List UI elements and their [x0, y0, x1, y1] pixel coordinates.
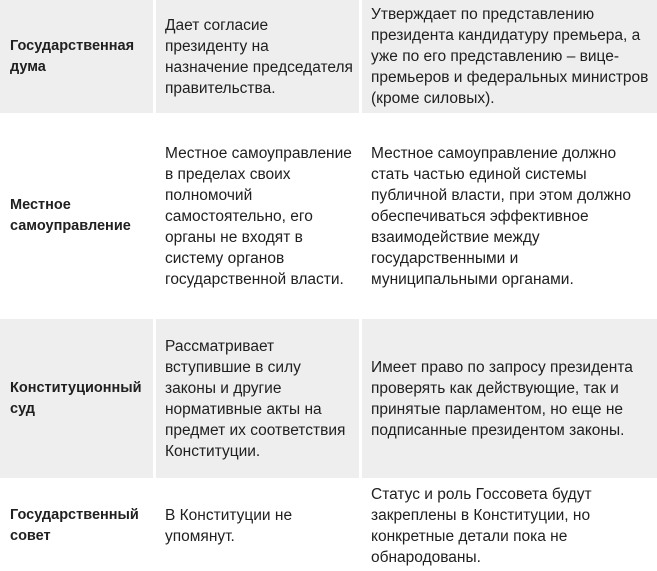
current-competence-cell	[156, 0, 362, 116]
current-competence-text: Рассматривает вступившие в силу законы и другие нормативные акты на предмет их соответствия Конституции.	[165, 337, 346, 460]
row-header-label: Конституционный суд	[10, 379, 142, 417]
current-competence-cell	[156, 116, 362, 319]
proposed-change-text: Имеет право по запросу президента проверять как действующие, так и принятые парламентом, но еще не подписанные президентом законы.	[371, 358, 633, 439]
current-competence-cell	[156, 481, 362, 571]
current-competence-text: Дает согласие президенту на назначение председателя правительства.	[165, 16, 353, 97]
current-competence-text: В Конституции не упомянут.	[165, 507, 293, 545]
row-header-cell	[0, 319, 156, 481]
row-header-label: Местное самоуправление	[10, 197, 131, 234]
row-header-label: Государственный совет	[10, 507, 139, 544]
row-header-cell	[0, 0, 156, 116]
proposed-change-text: Утверждает по представлению президента кандидатуру премьера, а уже по его представлению – вице-премьеров и федеральных министров (кроме силовых).	[371, 6, 649, 107]
proposed-change-cell	[362, 116, 657, 319]
proposed-change-cell	[362, 319, 657, 481]
proposed-change-text: Статус и роль Госсовета будут закреплены в Конституции, но конкретные детали пока не обнародованы.	[371, 486, 592, 566]
current-competence-cell	[156, 319, 362, 481]
row-header-label: Государственная дума	[10, 37, 135, 75]
proposed-change-cell	[362, 0, 657, 116]
row-header-cell	[0, 481, 156, 571]
proposed-change-text: Местное самоуправление должно стать частью единой системы публичной власти, при этом должно обеспечиваться эффективное взаимодействие между государственными и муниципальными органами.	[371, 144, 632, 288]
proposed-change-cell	[362, 481, 657, 571]
current-competence-text: Местное самоуправление в пределах своих полномочий самостоятельно, его органы не входят в систему органов государственной власти.	[165, 144, 352, 288]
row-header-cell	[0, 116, 156, 319]
